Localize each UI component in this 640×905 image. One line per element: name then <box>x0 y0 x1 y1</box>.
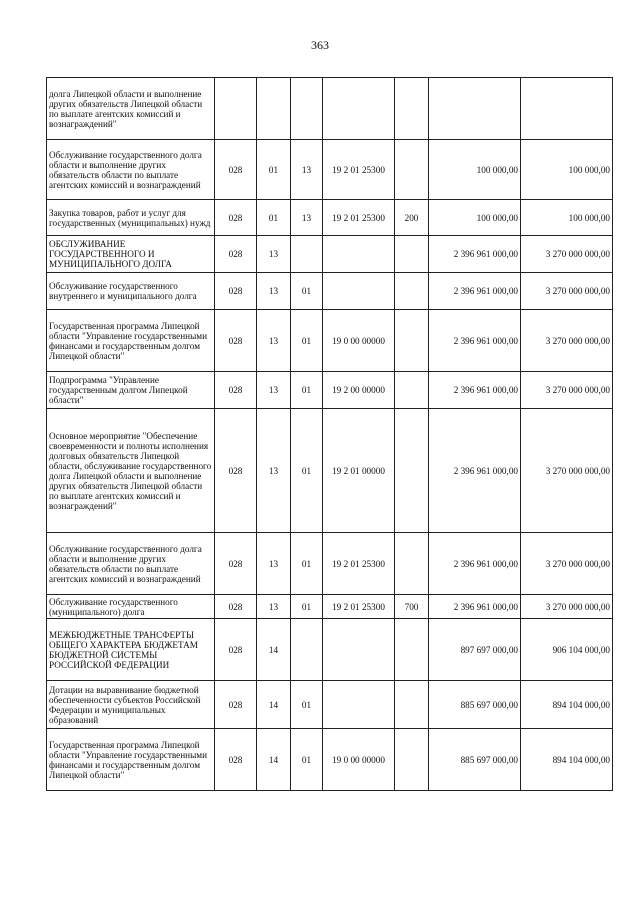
cell-vr <box>395 273 429 310</box>
cell-sum-1: 2 396 961 000,00 <box>429 273 521 310</box>
cell-sum-1: 2 396 961 000,00 <box>429 409 521 533</box>
cell-name: Обслуживание государственного (муниципального) долга <box>47 595 215 619</box>
cell-gr: 028 <box>215 681 257 729</box>
table-row <box>47 140 613 200</box>
cell-name: Подпрограмма "Управление государственным долгом Липецкой области" <box>47 372 215 409</box>
table-row <box>47 533 613 595</box>
cell-rz: 14 <box>257 729 291 791</box>
cell-pr: 01 <box>291 681 323 729</box>
cell-pr: 13 <box>291 200 323 236</box>
cell-rz: 13 <box>257 409 291 533</box>
cell-sum-1: 2 396 961 000,00 <box>429 236 521 273</box>
table-row <box>47 236 613 273</box>
cell-rz: 01 <box>257 140 291 200</box>
cell-rz: 13 <box>257 595 291 619</box>
cell-gr <box>215 78 257 140</box>
cell-vr <box>395 310 429 372</box>
cell-rz: 13 <box>257 273 291 310</box>
cell-csr: 19 2 01 25300 <box>323 533 395 595</box>
cell-name: Закупка товаров, работ и услуг для государственных (муниципальных) нужд <box>47 200 215 236</box>
cell-sum-1: 885 697 000,00 <box>429 681 521 729</box>
table-row <box>47 681 613 729</box>
cell-sum-2: 3 270 000 000,00 <box>521 236 613 273</box>
cell-rz: 14 <box>257 681 291 729</box>
cell-pr: 13 <box>291 140 323 200</box>
cell-rz <box>257 78 291 140</box>
cell-gr: 028 <box>215 236 257 273</box>
cell-name: Обслуживание государственного долга области и выполнение других обязательств области по выплате агентских комиссий и вознаграждений <box>47 140 215 200</box>
cell-csr: 19 0 00 00000 <box>323 310 395 372</box>
cell-gr: 028 <box>215 273 257 310</box>
cell-pr <box>291 236 323 273</box>
cell-pr <box>291 619 323 681</box>
cell-sum-1: 897 697 000,00 <box>429 619 521 681</box>
cell-sum-1: 100 000,00 <box>429 200 521 236</box>
cell-sum-1: 2 396 961 000,00 <box>429 533 521 595</box>
cell-pr: 01 <box>291 409 323 533</box>
cell-vr <box>395 409 429 533</box>
cell-name: Обслуживание государственного долга области и выполнение других обязательств области по выплате агентских комиссий и вознаграждений <box>47 533 215 595</box>
cell-sum-2: 3 270 000 000,00 <box>521 533 613 595</box>
cell-csr: 19 2 01 25300 <box>323 200 395 236</box>
cell-name: Государственная программа Липецкой области "Управление государственными финансами и государственным долгом Липецкой области" <box>47 729 215 791</box>
cell-csr: 19 2 01 25300 <box>323 595 395 619</box>
cell-name: Государственная программа Липецкой области "Управление государственными финансами и государственным долгом Липецкой области" <box>47 310 215 372</box>
cell-vr <box>395 78 429 140</box>
cell-csr <box>323 273 395 310</box>
cell-gr: 028 <box>215 372 257 409</box>
table-row <box>47 595 613 619</box>
cell-sum-1: 2 396 961 000,00 <box>429 595 521 619</box>
budget-table-body <box>47 78 613 791</box>
cell-sum-1: 100 000,00 <box>429 140 521 200</box>
cell-gr: 028 <box>215 533 257 595</box>
cell-pr: 01 <box>291 595 323 619</box>
cell-sum-1: 2 396 961 000,00 <box>429 310 521 372</box>
cell-csr: 19 2 00 00000 <box>323 372 395 409</box>
cell-pr: 01 <box>291 533 323 595</box>
table-row <box>47 619 613 681</box>
cell-gr: 028 <box>215 140 257 200</box>
cell-gr: 028 <box>215 729 257 791</box>
cell-vr <box>395 372 429 409</box>
cell-sum-2: 3 270 000 000,00 <box>521 372 613 409</box>
cell-sum-2: 3 270 000 000,00 <box>521 409 613 533</box>
cell-csr <box>323 619 395 681</box>
cell-name: Обслуживание государственного внутреннего и муниципального долга <box>47 273 215 310</box>
cell-vr <box>395 681 429 729</box>
cell-name: долга Липецкой области и выполнение других обязательств Липецкой области по выплате агентских комиссий и вознаграждений" <box>47 78 215 140</box>
budget-table <box>46 77 613 791</box>
cell-pr: 01 <box>291 310 323 372</box>
cell-sum-1 <box>429 78 521 140</box>
table-row <box>47 273 613 310</box>
cell-csr: 19 2 01 25300 <box>323 140 395 200</box>
cell-rz: 01 <box>257 200 291 236</box>
cell-sum-2: 906 104 000,00 <box>521 619 613 681</box>
cell-csr <box>323 681 395 729</box>
cell-csr: 19 2 01 00000 <box>323 409 395 533</box>
cell-vr <box>395 619 429 681</box>
cell-sum-2: 3 270 000 000,00 <box>521 595 613 619</box>
table-row <box>47 372 613 409</box>
cell-gr: 028 <box>215 619 257 681</box>
cell-sum-1: 885 697 000,00 <box>429 729 521 791</box>
cell-name: ОБСЛУЖИВАНИЕ ГОСУДАРСТВЕННОГО И МУНИЦИПАЛЬНОГО ДОЛГА <box>47 236 215 273</box>
cell-rz: 13 <box>257 310 291 372</box>
cell-vr <box>395 533 429 595</box>
cell-vr <box>395 140 429 200</box>
cell-sum-2: 3 270 000 000,00 <box>521 310 613 372</box>
cell-rz: 14 <box>257 619 291 681</box>
table-row <box>47 200 613 236</box>
cell-name: МЕЖБЮДЖЕТНЫЕ ТРАНСФЕРТЫ ОБЩЕГО ХАРАКТЕРА БЮДЖЕТАМ БЮДЖЕТНОЙ СИСТЕМЫ РОССИЙСКОЙ ФЕДЕРАЦИИ <box>47 619 215 681</box>
cell-vr <box>395 729 429 791</box>
cell-vr: 700 <box>395 595 429 619</box>
cell-rz: 13 <box>257 533 291 595</box>
cell-sum-2: 894 104 000,00 <box>521 681 613 729</box>
cell-vr <box>395 236 429 273</box>
page-number: 363 <box>311 38 329 52</box>
cell-rz: 13 <box>257 236 291 273</box>
cell-vr: 200 <box>395 200 429 236</box>
cell-pr: 01 <box>291 372 323 409</box>
cell-sum-1: 2 396 961 000,00 <box>429 372 521 409</box>
table-row <box>47 729 613 791</box>
cell-gr: 028 <box>215 595 257 619</box>
cell-rz: 13 <box>257 372 291 409</box>
table-row <box>47 409 613 533</box>
cell-gr: 028 <box>215 409 257 533</box>
table-row <box>47 78 613 140</box>
cell-name: Основное мероприятие "Обеспечение своевременности и полноты исполнения долговых обязательств Липецкой области, обслуживание государственного долга Липецкой области и выполнение других обязательств Липецкой области по выплате агентских комиссий и вознаграждений" <box>47 409 215 533</box>
cell-gr: 028 <box>215 200 257 236</box>
cell-gr: 028 <box>215 310 257 372</box>
cell-name: Дотации на выравнивание бюджетной обеспеченности субъектов Российской Федерации и муниципальных образований <box>47 681 215 729</box>
cell-sum-2: 100 000,00 <box>521 200 613 236</box>
cell-csr <box>323 236 395 273</box>
table-row <box>47 310 613 372</box>
cell-pr: 01 <box>291 729 323 791</box>
cell-pr: 01 <box>291 273 323 310</box>
cell-sum-2: 894 104 000,00 <box>521 729 613 791</box>
cell-sum-2: 3 270 000 000,00 <box>521 273 613 310</box>
cell-pr <box>291 78 323 140</box>
cell-sum-2 <box>521 78 613 140</box>
cell-csr: 19 0 00 00000 <box>323 729 395 791</box>
cell-csr <box>323 78 395 140</box>
cell-sum-2: 100 000,00 <box>521 140 613 200</box>
